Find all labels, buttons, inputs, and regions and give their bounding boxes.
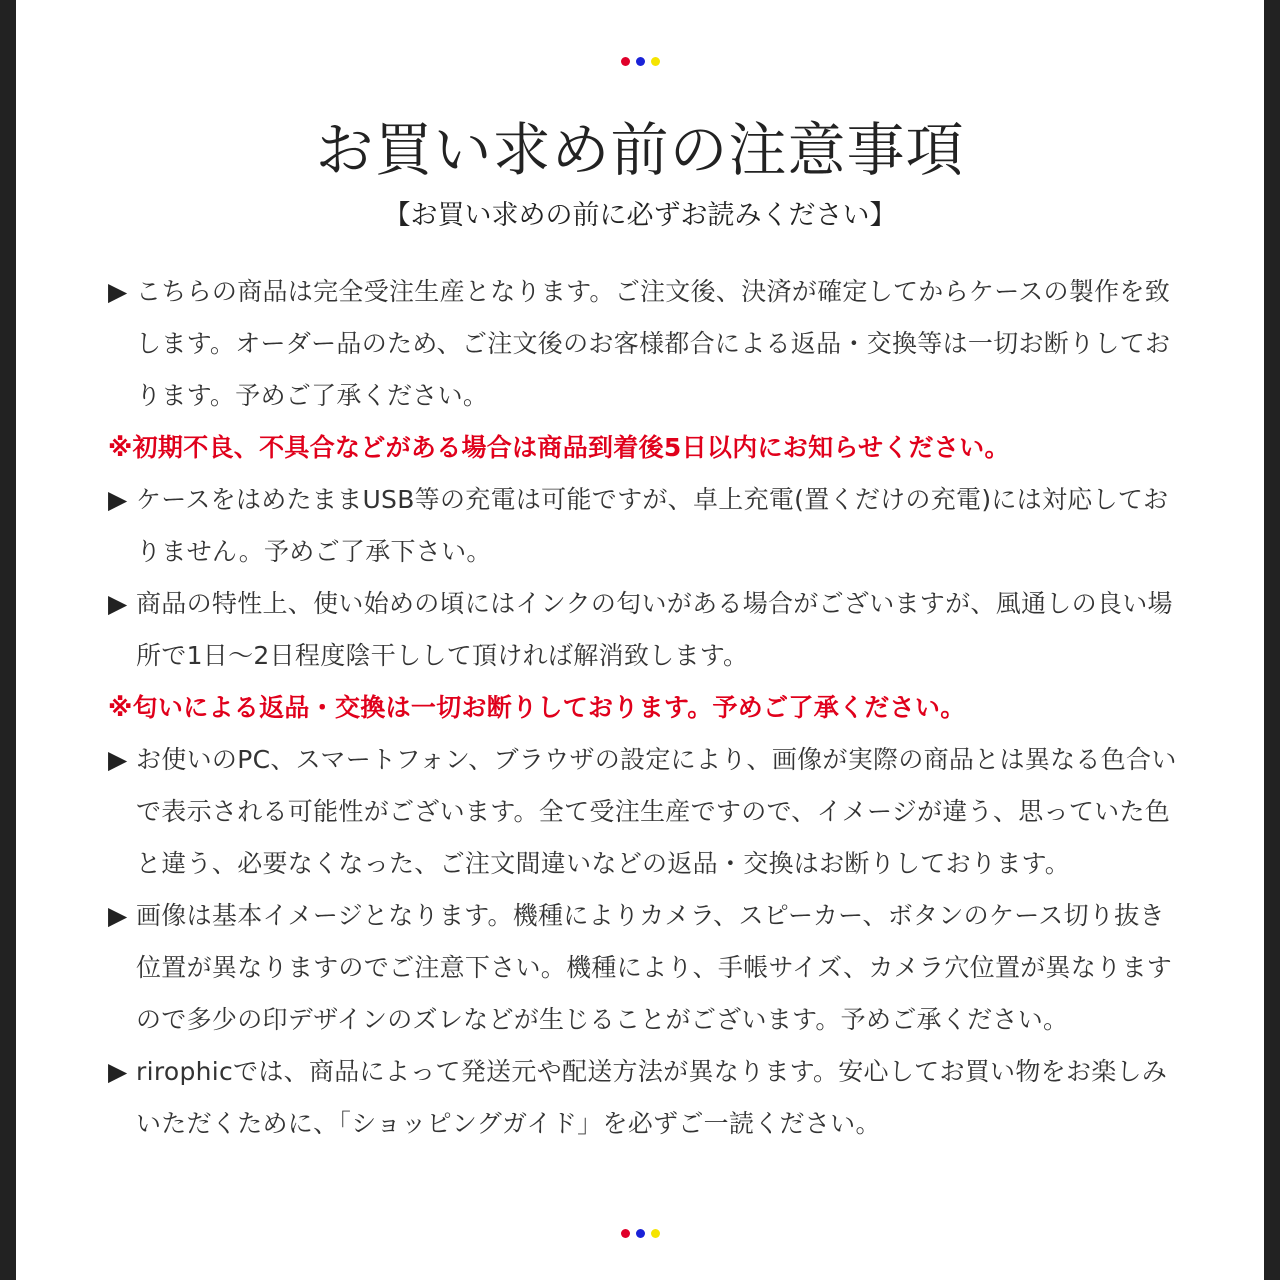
triangle-bullet-icon: ▶ bbox=[108, 589, 128, 618]
notice-item bbox=[108, 474, 1188, 578]
blue-dot-icon bbox=[636, 1229, 645, 1238]
notice-text: rirophicでは、商品によって発送元や配送方法が異なります。安心してお買い物をお楽しみいただくために、「ショッピングガイド」を必ずご一読ください。 bbox=[136, 1057, 1168, 1138]
notice-item bbox=[108, 734, 1188, 890]
notice-text: 商品の特性上、使い始めの頃にはインクの匂いがある場合がございますが、風通しの良い場所で1日〜2日程度陰干しして頂ければ解消致します。 bbox=[136, 589, 1173, 670]
notice-text: 画像は基本イメージとなります。機種によりカメラ、スピーカー、ボタンのケース切り抜き位置が異なりますのでご注意下さい。機種により、手帳サイズ、カメラ穴位置が異なりますので多少の印デザインのズレなどが生じることがございます。予めご承ください。 bbox=[136, 901, 1173, 1034]
red-dot-icon bbox=[621, 1229, 630, 1238]
red-dot-icon bbox=[621, 57, 630, 66]
notice-item bbox=[108, 890, 1188, 1046]
top-dots bbox=[16, 57, 1264, 66]
notice-item bbox=[108, 1046, 1188, 1150]
page-title: お買い求め前の注意事項 bbox=[315, 116, 965, 184]
triangle-bullet-icon: ▶ bbox=[108, 1057, 128, 1086]
triangle-bullet-icon: ▶ bbox=[108, 485, 128, 514]
bottom-dots bbox=[16, 1229, 1264, 1238]
blue-dot-icon bbox=[636, 57, 645, 66]
triangle-bullet-icon: ▶ bbox=[108, 277, 128, 306]
notice-item bbox=[108, 578, 1188, 682]
notice-item bbox=[108, 266, 1188, 422]
notice-text: ケースをはめたままUSB等の充電は可能ですが、卓上充電(置くだけの充電)には対応しておりません。予めご了承下さい。 bbox=[136, 485, 1169, 566]
notice-panel bbox=[16, 0, 1264, 1280]
yellow-dot-icon bbox=[651, 1229, 660, 1238]
notice-text: お使いのPC、スマートフォン、ブラウザの設定により、画像が実際の商品とは異なる色合いで表示される可能性がございます。全て受注生産ですので、イメージが違う、思っていた色と違う、必要なくなった、ご注文間違いなどの返品・交換はお断りしております。 bbox=[136, 745, 1177, 878]
notice-text: こちらの商品は完全受注生産となります。ご注文後、決済が確定してからケースの製作を致します。オーダー品のため、ご注文後のお客様都合による返品・交換等は一切お断りしております。予めご了承ください。 bbox=[136, 277, 1171, 410]
warning-item: ※匂いによる返品・交換は一切お断りしております。予めご了承ください。 bbox=[108, 693, 966, 722]
notice-list bbox=[108, 266, 1188, 1150]
triangle-bullet-icon: ▶ bbox=[108, 745, 128, 774]
page-subtitle: 【お買い求めの前に必ずお読みください】 bbox=[383, 200, 897, 231]
warning-item: ※初期不良、不具合などがある場合は商品到着後5日以内にお知らせください。 bbox=[108, 433, 1010, 462]
triangle-bullet-icon: ▶ bbox=[108, 901, 128, 930]
yellow-dot-icon bbox=[651, 57, 660, 66]
